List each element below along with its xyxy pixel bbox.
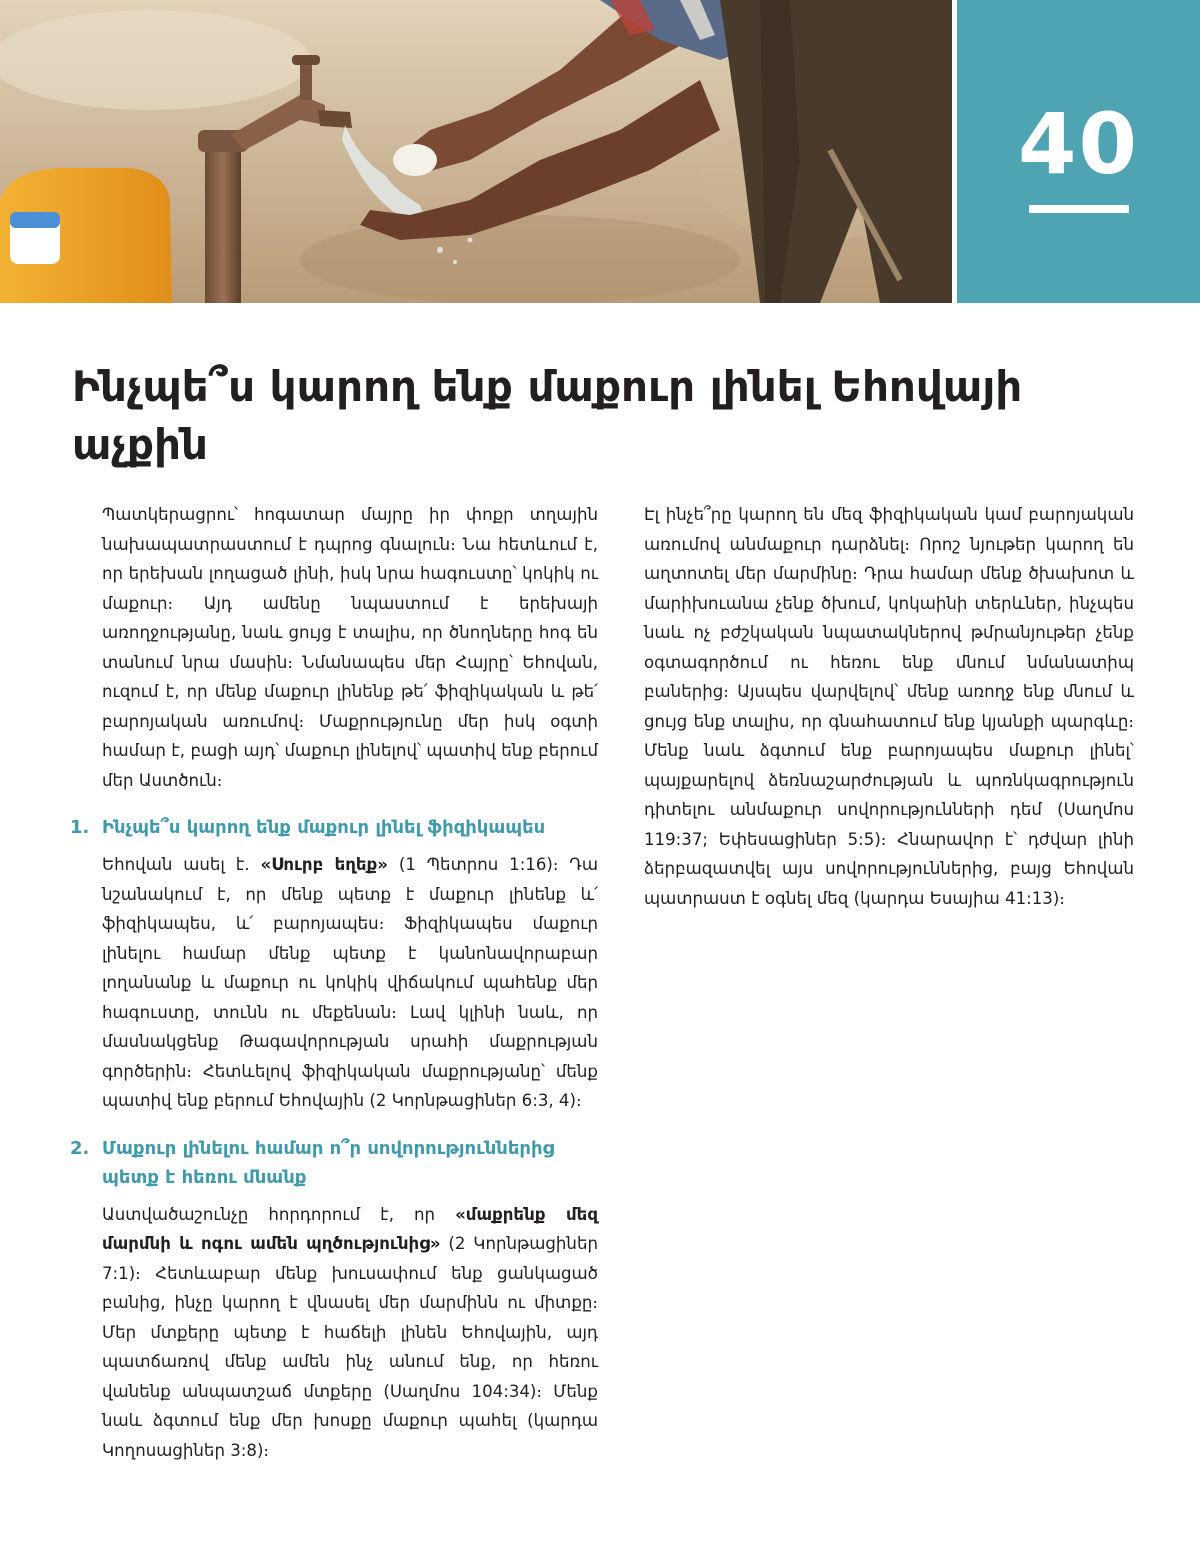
- paragraph-text: Աստվածաշունչը հորդորում է, որ: [102, 1204, 456, 1224]
- section-2-heading-block: [70, 1134, 598, 1192]
- header-photo: [0, 0, 952, 303]
- bible-quote: «Սուրբ եղեք»: [260, 855, 389, 874]
- section-2-paragraph: [102, 1200, 598, 1466]
- intro-paragraph: Պատկերացրու՝ հոգատար մայրը իր փոքր տղային նախապատրաստում է դպրոց գնալուն։ Նա հետևում է, որ երեխան լողացած լինի, իսկ նրա հագուստը՝ կոկիկ ու մաքուր։ Այդ ամենը նպաստում է երեխայի առողջությանը, նաև ցույց է տալիս, որ ծնողները հոգ են տանում նրա մասին։ Նմանապես մեր Հայրը՝ Եհովան, ուզում է, որ մենք մաքուր լինենք թե՛ ֆիզիկական և թե՛ բարոյական առումով։ Մաքրությունը մեր իսկ օգտի համար է, բացի այդ՝ մաքուր լինելով՝ պատիվ ենք բերում մեր Աստծուն։: [102, 505, 598, 790]
- lesson-number-box: [957, 0, 1200, 303]
- paragraph-text: (1 Պետրոս 1:16)։ Դա նշանակում է, որ մենք պետք է մաքուր լինենք և՛ ֆիզիկապես, և՛ բարոյապես։ Ֆիզիկապես մաքուր լինելու համար մենք պետք է կանոնավորաբար լողանանք և մաքուր ու կոկիկ վիճակում պահենք մեր հագուստը, տունն ու մեքենան։ Լավ կլինի նաև, որ մասնակցենք Թագավորության սրահի մաքրության գործերին։ Հետևելով ֆիզիկական մաքրությանը՝ մենք պատիվ ենք բերում Եհովային (2 Կորնթացիներ 6:3, 4)։: [102, 855, 598, 1110]
- bible-quote: «մաքրենք մեզ մարմնի և ոգու ամեն պղծությունից»: [102, 1204, 598, 1253]
- section-heading: Ինչպե՞ս կարող ենք մաքուր լինել ֆիզիկապես: [102, 817, 546, 838]
- right-column: [644, 500, 1134, 925]
- section-2-paragraph-2: Էլ ինչե՞րը կարող են մեզ ֆիզիկական կամ բարոյական առումով անմաքուր դարձնել։ Որոշ նյութեր կարող են աղտոտել մեր մարմինը։ Դրա համար մենք ծխախոտ և մարիխուանա չենք ծխում, կոկաինի տերևներ, ինչպես նաև ոչ բժշկական նպատակներով թմրանյութեր չենք օգտագործում ու հեռու ենք մնում նմանատիպ բաներից։ Այսպես վարվելով՝ մենք առողջ ենք մնում և ցույց ենք տալիս, որ գնահատում ենք կյանքի պարգևը։ Մենք նաև ձգտում ենք բարոյապես մաքուր լինել՝ պայքարելով ձեռնաշարժության և պոռնկագրություն դիտելու անմաքուր սովորությունների դեմ (Սաղմոս 119:37; Եփեսացիներ 5:5)։ Հնարավոր է՝ դժվար լինի ձերբազատվել այս սովորություններից, բայց Եհովան պատրաստ է օգնել մեզ (կարդա Եսայիա 41:13)։: [644, 505, 1134, 908]
- section-heading: Մաքուր լինելու համար ո՞ր սովորություններից պետք է հեռու մնանք: [102, 1137, 555, 1188]
- left-column: [70, 500, 598, 1477]
- paragraph-text: Եհովան ասել է.: [102, 855, 261, 874]
- section-1-paragraph: [102, 850, 598, 1116]
- lesson-number: 40: [1018, 95, 1139, 193]
- hands-washing-under-outdoor-tap-icon: [0, 0, 952, 303]
- section-1-heading-block: [70, 813, 598, 842]
- paragraph-text: (2 Կորնթացիներ 7:1)։ Հետևաբար մենք խուսափում ենք ցանկացած բանից, ինչը կարող է վնասել մեր մարմինն ու միտքը։ Մեր մտքերը պետք է հաճելի լինեն Եհովային, այդ պատճառով մենք ամեն ինչ անում ենք, որ հեռու վանենք անպատշաճ մտքերը (Սաղմոս 104:34)։ Մենք նաև ձգտում ենք մեր խոսքը մաքուր պահել (կարդա Կողոսացիներ 3:8)։: [102, 1234, 598, 1460]
- lesson-number-underline: [1029, 205, 1129, 213]
- section-number: 1.: [70, 817, 90, 838]
- section-number: 2.: [70, 1137, 90, 1159]
- page-title: Ինչպե՞ս կարող ենք մաքուր լինել Եհովայի աչքին: [72, 362, 1023, 469]
